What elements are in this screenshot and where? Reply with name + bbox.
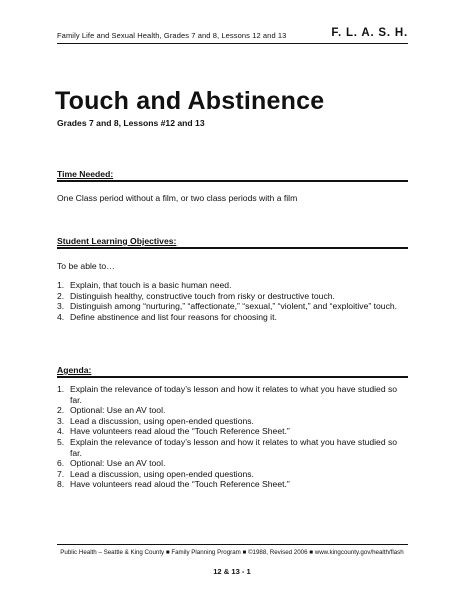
list-item <box>57 426 407 437</box>
list-number: 3. <box>57 415 65 426</box>
page-subtitle: Grades 7 and 8, Lessons #12 and 13 <box>57 118 205 128</box>
list-item <box>57 291 407 302</box>
list-number: 2. <box>57 290 65 301</box>
list-text: Optional: Use an AV tool. <box>70 405 166 416</box>
list-number: 4. <box>57 311 65 322</box>
header-rule <box>57 43 408 44</box>
list-number: 2. <box>57 405 65 416</box>
time-needed-heading: Time Needed: <box>57 169 114 179</box>
list-item <box>57 479 407 490</box>
list-item <box>57 437 407 458</box>
list-number: 7. <box>57 468 65 479</box>
list-number: 4. <box>57 426 65 437</box>
list-number: 6. <box>57 458 65 469</box>
list-item <box>57 312 407 323</box>
list-text: Distinguish among “nurturing,” “affectionate,” “sexual,” “violent,” and “exploitive” touch. <box>70 301 398 312</box>
list-number: 3. <box>57 301 65 312</box>
list-text: Lead a discussion, using open-ended questions. <box>70 468 254 479</box>
running-header-brand: F. L. A. S. H. <box>331 27 408 39</box>
list-number: 1. <box>57 280 65 290</box>
list-number: 5. <box>57 436 65 447</box>
list-number: 8. <box>57 479 65 490</box>
list-text: Have volunteers read aloud the “Touch Reference Sheet.” <box>70 426 290 437</box>
list-item <box>57 458 407 469</box>
objectives-list <box>57 280 407 322</box>
time-needed-text: One Class period without a film, or two class periods with a film <box>57 193 298 203</box>
list-text: Optional: Use an AV tool. <box>70 458 166 469</box>
agenda-list <box>57 384 407 490</box>
list-text: Distinguish healthy, constructive touch from risky or destructive touch. <box>70 290 335 301</box>
footer-rule <box>57 544 408 545</box>
page-title: Touch and Abstinence <box>55 87 325 115</box>
running-header-title: Family Life and Sexual Health, Grades 7 and 8, Lessons 12 and 13 <box>57 31 287 40</box>
list-number: 1. <box>57 384 65 394</box>
footer-credit: Public Health – Seattle & King County ■ Family Planning Program ■ ©1988, Revised 2006 ■ www.kingcounty.gov/health/flash <box>60 549 404 556</box>
list-item <box>57 301 407 312</box>
list-text: Have volunteers read aloud the “Touch Reference Sheet.” <box>70 479 290 490</box>
list-item <box>57 280 407 291</box>
list-item <box>57 405 407 416</box>
list-item <box>57 384 407 405</box>
list-item <box>57 469 407 480</box>
objectives-heading: Student Learning Objectives: <box>57 236 177 246</box>
agenda-rule <box>57 376 408 378</box>
objectives-rule <box>57 247 408 249</box>
agenda-heading: Agenda: <box>57 365 92 375</box>
objectives-intro: To be able to… <box>57 261 115 271</box>
list-text: Lead a discussion, using open-ended questions. <box>70 415 254 426</box>
list-item <box>57 416 407 427</box>
time-needed-rule <box>57 180 408 182</box>
list-text: Explain, that touch is a basic human need. <box>70 280 232 290</box>
list-text: Define abstinence and list four reasons for choosing it. <box>70 311 277 322</box>
list-text: Explain the relevance of today’s lesson and how it relates to what you have studied so far. <box>70 436 398 458</box>
list-text: Explain the relevance of today’s lesson and how it relates to what you have studied so far. <box>70 384 398 405</box>
page-number: 12 & 13 - 1 <box>213 567 251 576</box>
